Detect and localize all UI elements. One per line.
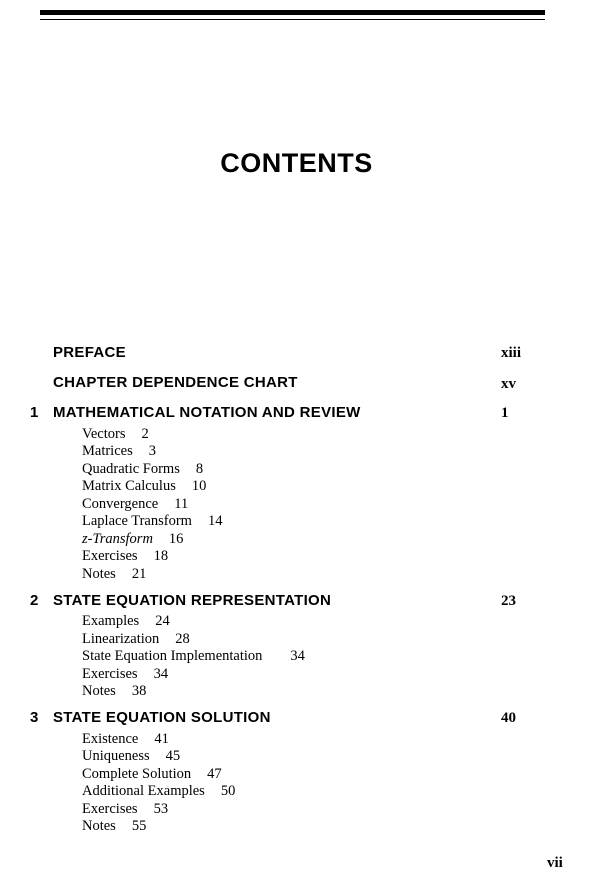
- chapter-page: 40: [501, 710, 516, 726]
- section-page: 18: [153, 548, 169, 564]
- top-rule-thin: [40, 19, 545, 20]
- section-title: Notes: [82, 566, 116, 582]
- section-page: 47: [207, 766, 222, 782]
- section-title: Complete Solution: [82, 766, 192, 782]
- section-title: Quadratic Forms: [82, 461, 180, 477]
- section-entry: [82, 548, 168, 565]
- section-page: 34: [290, 648, 305, 664]
- chapter-number: 1: [30, 404, 39, 421]
- section-page: 11: [174, 496, 189, 512]
- section-page: 38: [131, 683, 147, 699]
- page-title: CONTENTS: [220, 148, 373, 178]
- section-entry: [82, 461, 203, 478]
- section-page: 21: [131, 566, 147, 582]
- section-entry: [82, 531, 183, 548]
- section-entry: [82, 631, 190, 648]
- section-title: Notes: [82, 683, 116, 699]
- section-page: 55: [131, 818, 147, 834]
- section-page: 28: [175, 631, 190, 647]
- toc-front-preface: PREFACE: [53, 344, 126, 361]
- section-entry: [82, 443, 156, 460]
- section-title: Laplace Transform: [82, 513, 192, 529]
- section-title: Matrices: [82, 443, 133, 459]
- toc-front-preface-page: xiii: [501, 345, 522, 361]
- section-entry: [82, 566, 146, 583]
- section-entry: [82, 426, 149, 443]
- section-page: 2: [141, 426, 149, 442]
- chapter-number: 2: [30, 592, 39, 609]
- section-page: 45: [165, 748, 181, 764]
- section-entry: [82, 783, 235, 800]
- section-page: 50: [220, 783, 236, 799]
- section-title: Exercises: [82, 666, 138, 682]
- section-entry: [82, 666, 168, 683]
- section-entry: [82, 766, 222, 783]
- chapter-title: MATHEMATICAL NOTATION AND REVIEW: [53, 404, 361, 421]
- section-page: 14: [207, 513, 223, 529]
- section-page: 41: [154, 731, 169, 747]
- toc-front-dependence-chart-page: xv: [501, 376, 516, 392]
- section-entry: [82, 496, 188, 513]
- section-entry: [82, 818, 146, 835]
- chapter-title: STATE EQUATION SOLUTION: [53, 709, 271, 726]
- section-title: Uniqueness: [82, 748, 150, 764]
- section-title: Matrix Calculus: [82, 478, 176, 494]
- section-entry: [82, 613, 170, 630]
- section-entry: [82, 731, 169, 748]
- chapter-page: 23: [501, 593, 516, 609]
- toc-front-dependence-chart: CHAPTER DEPENDENCE CHART: [53, 374, 298, 391]
- section-title: Additional Examples: [82, 783, 205, 799]
- chapter-title: STATE EQUATION REPRESENTATION: [53, 592, 332, 609]
- section-entry: [82, 748, 180, 765]
- section-entry: [82, 648, 305, 665]
- section-page: 16: [168, 531, 184, 547]
- section-page: 10: [191, 478, 207, 494]
- section-title: Vectors: [82, 426, 126, 442]
- page-folio: vii: [547, 855, 563, 871]
- section-entry: [82, 513, 222, 530]
- section-title: Convergence: [82, 496, 159, 512]
- section-title: Existence: [82, 731, 139, 747]
- chapter-page: 1: [501, 405, 509, 421]
- section-title: Linearization: [82, 631, 160, 647]
- section-entry: [82, 801, 168, 818]
- section-title: State Equation Implementation: [82, 648, 263, 664]
- top-rule-thick: [40, 10, 545, 15]
- section-page: 3: [148, 443, 156, 459]
- chapter-number: 3: [30, 709, 39, 726]
- section-title: Exercises: [82, 801, 138, 817]
- section-title: Notes: [82, 818, 116, 834]
- section-title: Examples: [82, 613, 140, 629]
- section-page: 34: [153, 666, 169, 682]
- section-title: z-Transform: [82, 531, 153, 547]
- section-title: Exercises: [82, 548, 138, 564]
- section-page: 24: [155, 613, 170, 629]
- section-page: 53: [153, 801, 169, 817]
- section-page: 8: [195, 461, 204, 477]
- section-entry: [82, 683, 146, 700]
- section-entry: [82, 478, 206, 495]
